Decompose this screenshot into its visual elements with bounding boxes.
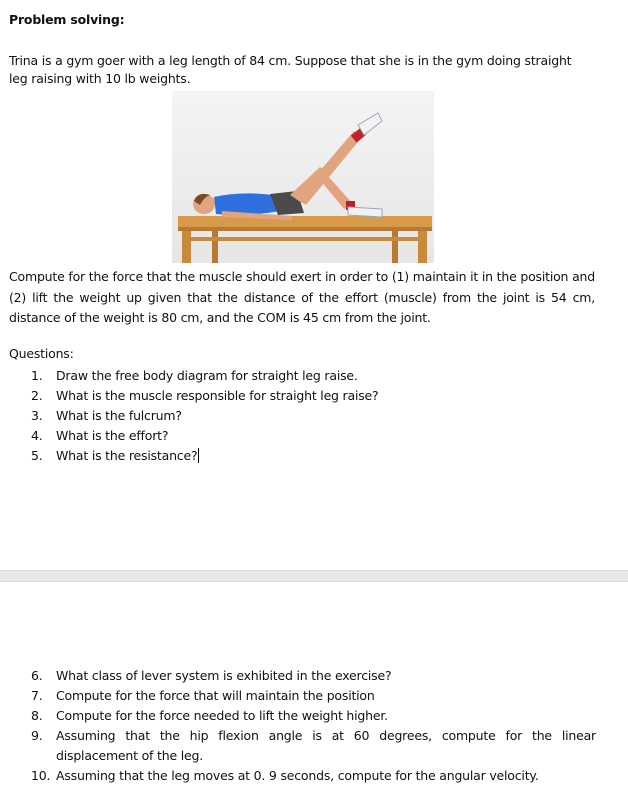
list-item: 6. What class of lever system is exhibited in the exercise? — [31, 668, 392, 683]
page-break — [0, 570, 628, 582]
document-page-2 — [0, 582, 628, 809]
question-list-2 — [31, 666, 596, 786]
questions-label: Questions: — [9, 346, 74, 361]
question-list-1 — [31, 366, 591, 466]
list-item: 9. Assuming that the hip flexion angle is at 60 degrees, compute for the linear displacement of the leg. — [31, 728, 596, 763]
leg-raise-photo — [172, 91, 434, 263]
list-item: 3. What is the fulcrum? — [31, 408, 182, 423]
list-item: 7. Compute for the force that will maintain the position — [31, 688, 375, 703]
problem-paragraph: Compute for the force that the muscle should exert in order to (1) maintain it in the position and (2) lift the weight up given that the distance of the effort (muscle) from the joint is 54 cm, distance of the weight is 80 cm, and the COM is 45 cm from the joint. — [9, 269, 595, 325]
heading: Problem solving: — [9, 12, 125, 27]
list-item: 4. What is the effort? — [31, 428, 169, 443]
intro-paragraph: Trina is a gym goer with a leg length of 84 cm. Suppose that she is in the gym doing straight leg raising with 10 lb weights. — [9, 53, 572, 86]
list-item: 5. What is the resistance? — [31, 448, 198, 463]
list-item: 10. Assuming that the leg moves at 0. 9 seconds, compute for the angular velocity. — [31, 768, 539, 783]
list-item: 8. Compute for the force needed to lift the weight higher. — [31, 708, 388, 723]
text-cursor[interactable] — [198, 448, 199, 463]
list-item: 1. Draw the free body diagram for straight leg raise. — [31, 368, 358, 383]
list-item: 2. What is the muscle responsible for straight leg raise? — [31, 388, 379, 403]
